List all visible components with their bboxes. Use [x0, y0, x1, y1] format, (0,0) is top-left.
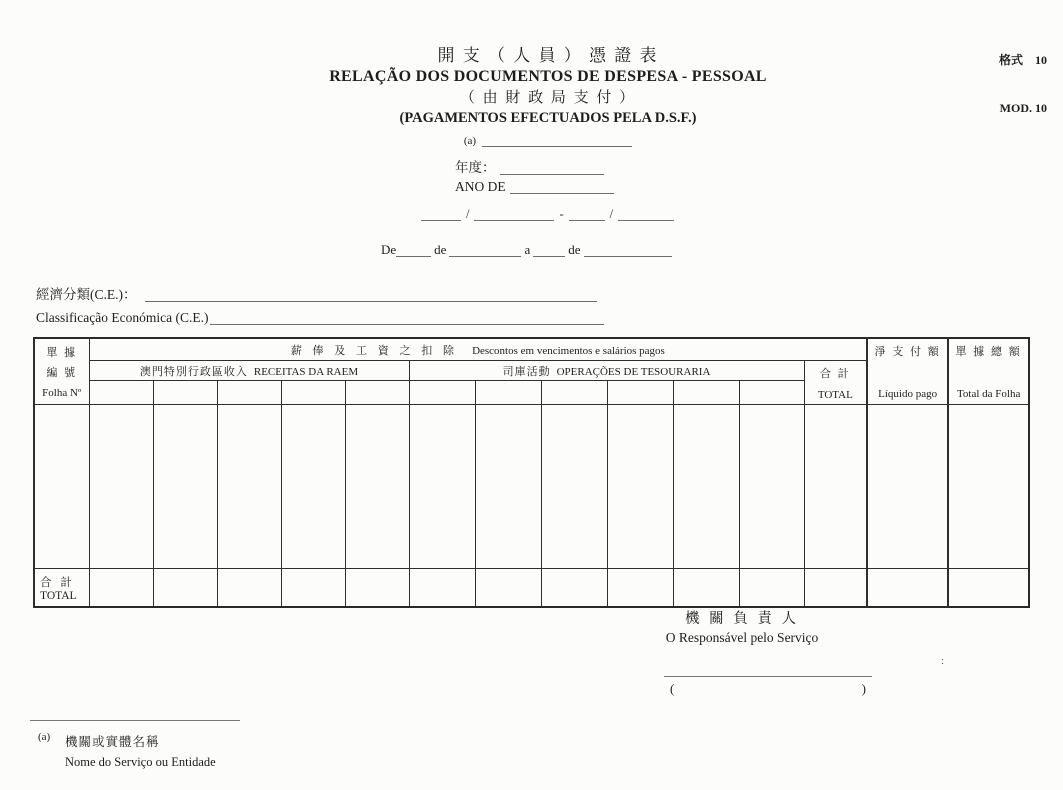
form-code — [999, 20, 1047, 148]
economic-classification-zh: 經濟分類(C.E.)： — [36, 283, 597, 303]
signature-title-pt: O Responsável pelo Serviço — [665, 630, 819, 645]
tesouraria-cell — [409, 405, 475, 569]
form-subtitle-pt: (PAGAMENTOS EFECTUADOS PELA D.S.F.) — [399, 110, 697, 126]
ce-blank-zh — [145, 288, 597, 302]
receitas-cell — [217, 405, 281, 569]
form-code-zh: 格式 10 — [998, 53, 1047, 67]
ce-blank-pt — [210, 311, 604, 325]
receitas-cell — [89, 405, 153, 569]
form-subtitle-zh: （ 由 財 政 局 支 付 ） — [459, 90, 637, 106]
year-blank-zh — [500, 161, 604, 175]
month-from-blank — [421, 207, 461, 221]
receitas-total-cell — [89, 569, 153, 608]
form-title-zh: 開 支 （ 人 員 ） 憑 證 表 — [437, 46, 659, 65]
receitas-subcolumn — [281, 381, 345, 405]
total-folha-cell — [948, 405, 1029, 569]
receitas-section-header: 澳門特別行政區收入 RECEITAS DA RAEM — [89, 361, 409, 381]
signature-name-parens — [664, 681, 872, 697]
month-to-blank — [569, 207, 605, 221]
form-title-pt: RELAÇÃO DOS DOCUMENTOS DE DESPESA - PESSOAL — [329, 68, 767, 85]
receitas-subcolumn — [89, 381, 153, 405]
tesouraria-subcolumn — [541, 381, 607, 405]
scan-artifact-mark: : — [941, 655, 945, 667]
date-range-line: De de a de — [381, 242, 672, 258]
footnote-pt: Nome do Serviço ou Entidade — [65, 755, 216, 769]
total-folha-column-header: 單 據 總 額 Total da Folha — [948, 338, 1029, 405]
total-column-header: 合 計 TOTAL — [804, 361, 867, 405]
footnote-zh: 機關或實體名稱 — [65, 735, 160, 749]
day-from-blank — [396, 243, 431, 257]
entries-row — [34, 405, 1029, 569]
tesouraria-subcolumn — [607, 381, 673, 405]
year-from-blank — [474, 207, 554, 221]
tesouraria-total-cell — [607, 569, 673, 608]
receitas-subcolumn — [153, 381, 217, 405]
tesouraria-total-cell — [673, 569, 739, 608]
tesouraria-subcolumn — [673, 381, 739, 405]
liquido-cell — [867, 405, 948, 569]
year-to-blank — [618, 207, 674, 221]
title-block — [148, 46, 948, 147]
folha-cell — [34, 405, 89, 569]
tesouraria-section-header: 司庫活動 OPERAÇÕES DE TESOURARIA — [409, 361, 804, 381]
receitas-total-cell — [345, 569, 409, 608]
entity-name-blank — [482, 133, 632, 147]
receitas-subcolumn — [217, 381, 281, 405]
year-block — [455, 158, 614, 196]
totals-row-label: 合 計 TOTAL — [34, 569, 89, 608]
economic-classification-pt: Classificação Económica (C.E.) — [36, 310, 604, 326]
total-folha-total-cell — [948, 569, 1029, 608]
year-blank-pt — [510, 180, 614, 194]
receitas-cell — [153, 405, 217, 569]
paren-close: ) — [861, 681, 866, 696]
liquido-total-cell — [867, 569, 948, 608]
day-to-blank — [533, 243, 565, 257]
note-a-line — [148, 133, 948, 147]
footnote-ref: (a) — [38, 731, 51, 743]
receitas-total-cell — [217, 569, 281, 608]
receitas-total-cell — [153, 569, 217, 608]
signature-block — [622, 610, 862, 647]
period-range-line: / - / — [421, 207, 674, 222]
tesouraria-subcolumn — [475, 381, 541, 405]
tesouraria-subcolumn — [409, 381, 475, 405]
descontos-header: 薪 俸 及 工 資 之 扣 除 Descontos em vencimentos e salários pagos — [89, 338, 867, 361]
tesouraria-total-cell — [739, 569, 804, 608]
tesouraria-total-cell — [541, 569, 607, 608]
tesouraria-cell — [607, 405, 673, 569]
form-code-pt: MOD. 10 — [999, 101, 1047, 115]
expense-table — [33, 337, 1030, 608]
tesouraria-subcolumn — [739, 381, 804, 405]
month-name-from-blank — [449, 243, 521, 257]
tesouraria-cell — [739, 405, 804, 569]
footnote-separator — [30, 720, 240, 721]
year-line-zh: 年度： — [455, 158, 614, 177]
tesouraria-cell — [475, 405, 541, 569]
tesouraria-cell — [541, 405, 607, 569]
paren-open: ( — [670, 681, 675, 696]
receitas-total-cell — [281, 569, 345, 608]
header-row-1 — [34, 338, 1029, 361]
total-cell — [804, 405, 867, 569]
tesouraria-total-cell — [409, 569, 475, 608]
note-a-ref: (a) — [463, 135, 477, 147]
signature-title-zh: 機 關 負 責 人 — [685, 611, 799, 627]
receitas-cell — [281, 405, 345, 569]
grand-total-cell — [804, 569, 867, 608]
folha-column-header: 單 據 編 號 Folha Nº — [34, 338, 89, 405]
tesouraria-total-cell — [475, 569, 541, 608]
tesouraria-cell — [673, 405, 739, 569]
receitas-subcolumn — [345, 381, 409, 405]
liquido-column-header: 淨 支 付 額 Líquido pago — [867, 338, 948, 405]
year-line-pt: ANO DE — [455, 177, 614, 196]
signature-line — [664, 676, 872, 677]
month-name-to-blank — [584, 243, 672, 257]
receitas-cell — [345, 405, 409, 569]
totals-row — [34, 569, 1029, 608]
